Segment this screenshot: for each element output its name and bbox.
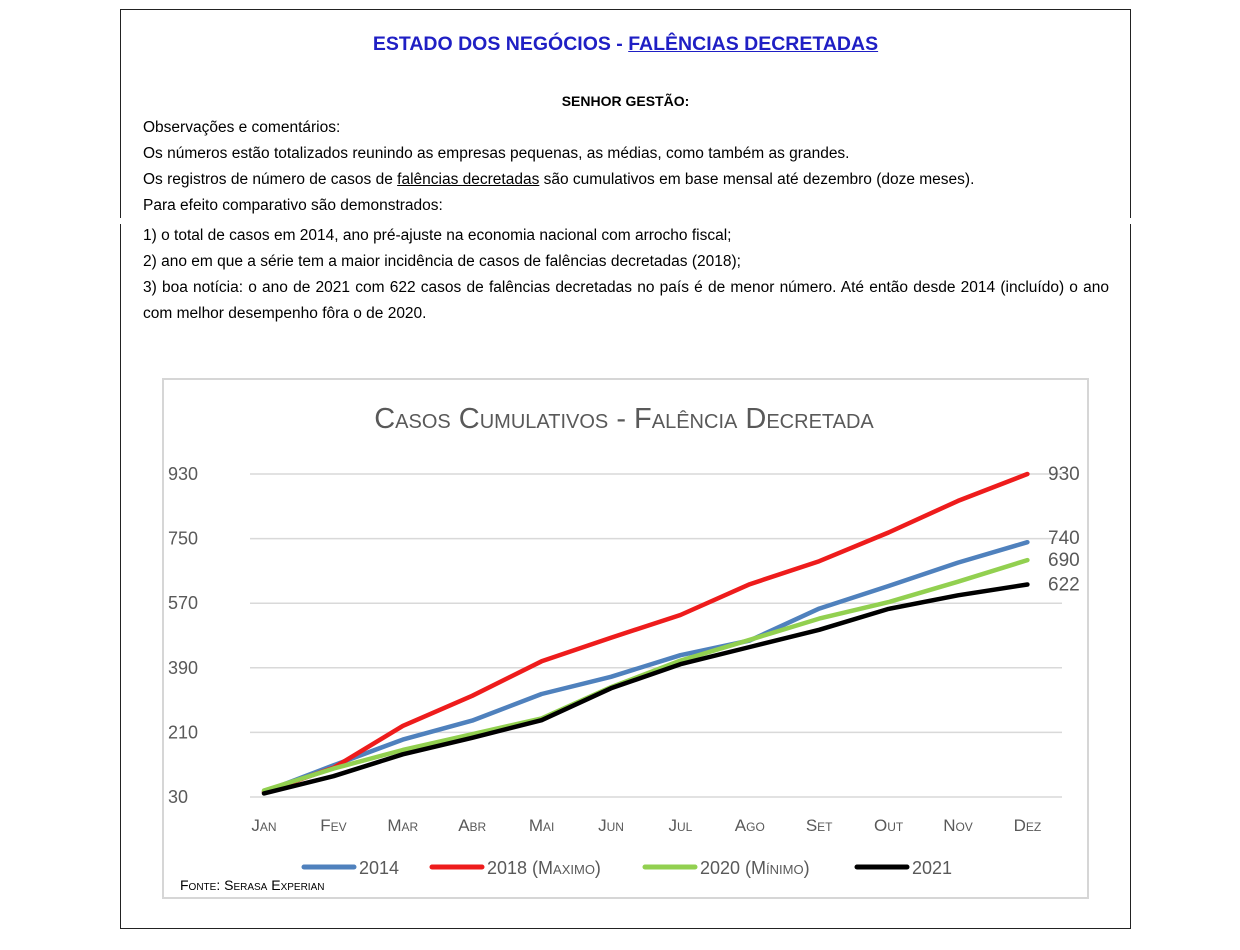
x-tick-label: Jan — [251, 816, 277, 835]
legend-label: 2021 — [912, 858, 953, 878]
chart-container — [162, 378, 1089, 899]
p3-underlined: falências decretadas — [397, 171, 540, 188]
x-tick-label: Out — [873, 816, 904, 835]
title-part1: ESTADO DOS NEGÓCIOS - — [372, 33, 629, 55]
x-tick-label: Dez — [1013, 816, 1042, 835]
x-tick-label: Jul — [668, 816, 693, 835]
end-value-label: 930 — [1048, 464, 1080, 485]
x-tick-label: Ago — [734, 816, 765, 835]
x-tick-label: Fev — [320, 816, 347, 835]
end-value-label: 690 — [1048, 550, 1080, 572]
y-tick-label: 30 — [168, 787, 189, 807]
list-item-1: 1) o total de casos em 2014, ano pré-ajuste na economia nacional com arrocho fiscal; — [143, 227, 732, 244]
x-tick-label: Jun — [598, 816, 624, 835]
x-tick-label: Mai — [528, 816, 555, 835]
legend-label: 2014 — [359, 858, 400, 878]
paragraph-comparativo: Para efeito comparativo são demonstrados: — [143, 197, 443, 214]
list-item-2: 2) ano em que a série tem a maior incidência de casos de falências decretadas (2018); — [143, 253, 741, 270]
x-tick-label: Abr — [458, 816, 487, 835]
line-chart — [164, 380, 1087, 897]
end-value-label: 740 — [1048, 528, 1080, 550]
list-item-3: 3) boa notícia: o ano de 2021 com 622 casos de falências decretadas no país é de menor número. Até então desde 2014 (incluído) o ano com melhor desempenho fôra o de 2020. — [143, 279, 1109, 322]
paragraph-observacoes: Observações e comentários: — [143, 119, 341, 136]
end-value-label: 622 — [1048, 574, 1080, 596]
series-line-2018 — [264, 474, 1027, 792]
x-tick-label: Mar — [387, 816, 419, 835]
title-part2: FALÊNCIAS DECRETADAS — [628, 33, 879, 55]
legend-label: 2018 (Maximo) — [487, 858, 601, 878]
subtitle: SENHOR GESTÃO: — [561, 93, 690, 109]
paragraph-registros — [143, 167, 1109, 193]
page-title — [120, 33, 1131, 56]
series-line-2021 — [264, 585, 1027, 794]
y-tick-label: 570 — [168, 593, 199, 614]
chart-source: Fonte: Serasa Experian — [180, 877, 325, 893]
x-tick-label: Nov — [943, 816, 973, 835]
x-tick-label: Set — [805, 816, 833, 835]
p3-text-a: Os registros de número de casos de — [143, 171, 398, 188]
chart-title: Casos Cumulativos - Falência Decretada — [374, 403, 874, 435]
legend-label: 2020 (Mínimo) — [700, 858, 810, 878]
y-tick-label: 750 — [168, 528, 199, 549]
paragraph-numeros: Os números estão totalizados reunindo as empresas pequenas, as médias, como também as grandes. — [143, 145, 850, 162]
p3-text-c: são cumulativos em base mensal até dezembro (doze meses). — [539, 171, 975, 188]
y-tick-label: 390 — [168, 657, 199, 678]
y-tick-label: 210 — [168, 722, 199, 743]
y-tick-label: 930 — [168, 464, 199, 484]
